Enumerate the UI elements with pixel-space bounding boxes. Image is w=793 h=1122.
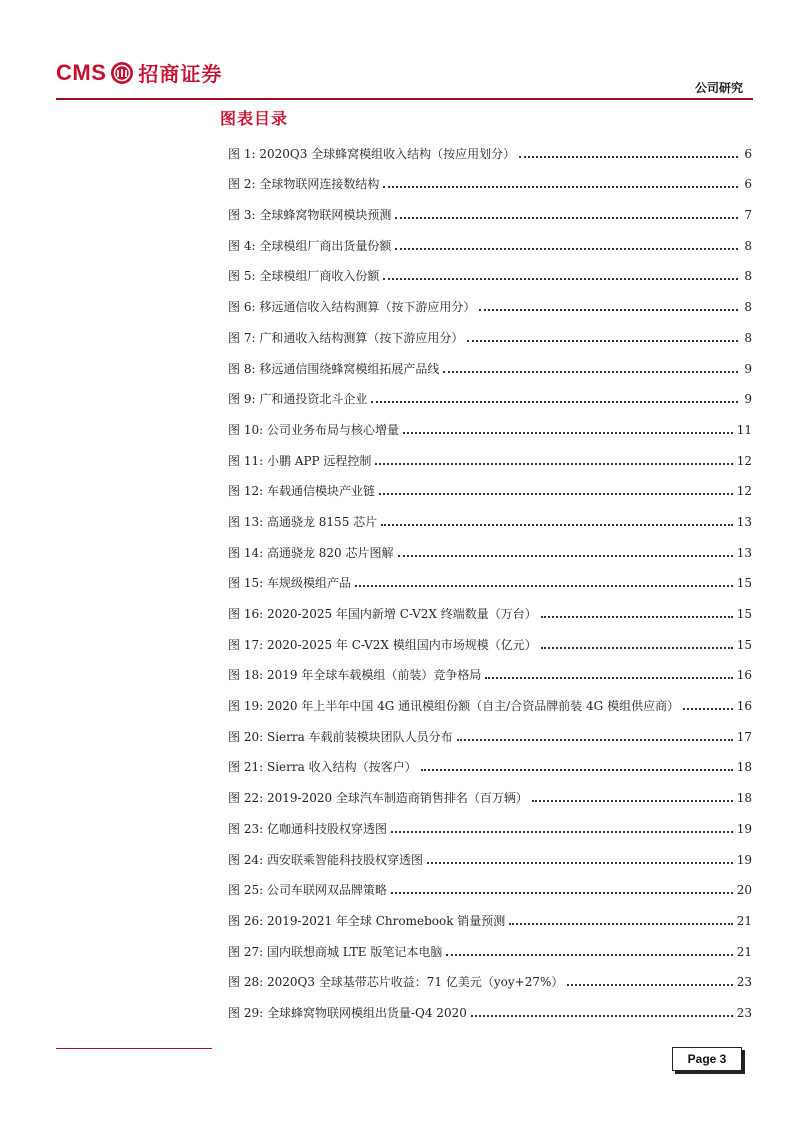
toc-entry-text: Sierra 收入结构（按客户） (266, 760, 417, 775)
toc-entry-text: 2020Q3 全球基带芯片收益：71 亿美元（yoy+27%） (266, 975, 564, 990)
toc-entry-title (228, 416, 399, 444)
toc-entry-label: 图 10: (228, 422, 264, 437)
toc-entry-label: 图 7: (228, 330, 256, 345)
toc-leader-dots (381, 524, 733, 526)
toc-entry-label: 图 29: (228, 1005, 264, 1020)
toc-leader-dots (395, 217, 738, 219)
toc-entry[interactable] (228, 321, 752, 352)
toc-leader-dots (467, 340, 738, 342)
toc-entry-title (228, 293, 475, 321)
toc-entry-text: 西安联乘智能科技股权穿透图 (266, 852, 423, 867)
toc-entry[interactable] (228, 935, 752, 966)
toc-entry-title (228, 262, 379, 290)
logo-emblem-icon (110, 61, 134, 85)
toc-entry-title (228, 170, 379, 198)
toc-entry-page: 21 (736, 913, 752, 928)
toc-entry-page: 7 (744, 208, 752, 223)
toc-entry-title (228, 477, 375, 505)
toc-entry-title (228, 661, 481, 689)
toc-entry-text: 2019-2021 年全球 Chromebook 销量预测 (266, 913, 506, 928)
toc-entry-label: 图 28: (228, 975, 264, 990)
toc-entry-page: 21 (736, 944, 752, 959)
toc-entry-title (228, 355, 439, 383)
toc-leader-dots (541, 616, 733, 618)
toc-entry-text: 车规级模组产品 (266, 576, 351, 591)
toc-entry-page: 8 (744, 238, 752, 253)
toc-entry-label: 图 15: (228, 576, 264, 591)
toc-entry-page: 12 (736, 484, 752, 499)
toc-entry[interactable] (228, 659, 752, 690)
toc-entry[interactable] (228, 751, 752, 782)
toc-leader-dots (383, 278, 738, 280)
toc-leader-dots (383, 186, 738, 188)
toc-entry[interactable] (228, 812, 752, 843)
toc-leader-dots (532, 800, 733, 802)
toc-entry-page: 9 (744, 361, 752, 376)
toc-entry-title (228, 876, 387, 904)
toc-entry[interactable] (228, 505, 752, 536)
toc-entry-label: 图 13: (228, 514, 264, 529)
toc-entry-text: 公司业务布局与核心增量 (266, 422, 399, 437)
footer-divider (56, 1048, 212, 1049)
toc-entry-label: 图 24: (228, 852, 264, 867)
toc-entry-text: 移远通信收入结构测算（按下游应用分） (259, 300, 476, 315)
toc-entry-page: 18 (736, 791, 752, 806)
toc-leader-dots (379, 493, 733, 495)
toc-entry-title (228, 539, 394, 567)
toc-entry-title (228, 846, 423, 874)
toc-entry-text: 广和通收入结构测算（按下游应用分） (259, 330, 464, 345)
toc-entry-label: 图 9: (228, 392, 256, 407)
toc-entry-title (228, 815, 387, 843)
toc-entry[interactable] (228, 567, 752, 598)
toc-entry[interactable] (228, 413, 752, 444)
toc-leader-dots (427, 862, 733, 864)
toc-entry-label: 图 2: (228, 177, 256, 192)
toc-entry-title (228, 140, 515, 168)
toc-entry[interactable] (228, 781, 752, 812)
toc-entry[interactable] (228, 229, 752, 260)
toc-entry-title (228, 631, 537, 659)
company-logo (56, 58, 222, 87)
toc-entry-text: 全球模组厂商收入份额 (259, 269, 380, 284)
toc-entry-page: 16 (736, 699, 752, 714)
toc-entry-page: 13 (736, 514, 752, 529)
toc-entry-label: 图 23: (228, 821, 264, 836)
toc-entry-page: 17 (736, 729, 752, 744)
toc-leader-dots (403, 432, 733, 434)
toc-leader-dots (446, 954, 732, 956)
toc-leader-dots (391, 831, 733, 833)
toc-entry-text: 全球蜂窝物联网模组出货量-Q4 2020 (266, 1005, 467, 1020)
toc-entry-label: 图 19: (228, 699, 264, 714)
toc-entry-page: 16 (736, 668, 752, 683)
toc-entry-label: 图 12: (228, 484, 264, 499)
toc-entry[interactable] (228, 290, 752, 321)
toc-entry-text: 高通骁龙 8155 芯片 (266, 514, 378, 529)
toc-leader-dots (519, 156, 738, 158)
toc-entry-page: 19 (736, 821, 752, 836)
toc-leader-dots (567, 984, 732, 986)
toc-entry-page: 8 (744, 300, 752, 315)
toc-leader-dots (683, 708, 733, 710)
toc-entry-text: 全球物联网连接数结构 (259, 177, 380, 192)
toc-entry-label: 图 1: (228, 146, 256, 161)
toc-entry-label: 图 11: (228, 453, 264, 468)
toc-entry[interactable] (228, 444, 752, 475)
toc-entry[interactable] (228, 843, 752, 874)
toc-entry-text: 全球模组厂商出货量份额 (259, 238, 392, 253)
toc-leader-dots (371, 401, 738, 403)
toc-leader-dots (509, 923, 732, 925)
toc-entry-text: 2020-2025 年 C-V2X 模组国内市场规模（亿元） (266, 637, 537, 652)
toc-entry[interactable] (228, 874, 752, 905)
toc-entry-text: 高通骁龙 820 芯片图解 (266, 545, 394, 560)
toc-entry-text: 2019-2020 全球汽车制造商销售排名（百万辆） (266, 791, 528, 806)
toc-entry-page: 13 (736, 545, 752, 560)
toc-entry-page: 18 (736, 760, 752, 775)
toc-entry-title (228, 232, 391, 260)
toc-entry-label: 图 4: (228, 238, 256, 253)
toc-entry-label: 图 5: (228, 269, 256, 284)
toc-entry-label: 图 27: (228, 944, 264, 959)
toc-leader-dots (479, 309, 738, 311)
toc-entry[interactable] (228, 475, 752, 506)
toc-entry-text: 亿咖通科技股权穿透图 (266, 821, 387, 836)
toc-entry-title (228, 692, 679, 720)
logo-cms-text: CMS (56, 59, 107, 85)
toc-leader-dots (471, 1015, 733, 1017)
table-of-figures (228, 137, 752, 1027)
toc-entry-page: 15 (736, 576, 752, 591)
toc-leader-dots (541, 647, 733, 649)
toc-entry-title (228, 938, 442, 966)
toc-entry-text: 公司车联网双品牌策略 (266, 883, 387, 898)
toc-entry[interactable] (228, 383, 752, 414)
toc-entry-text: 2020Q3 全球蜂窝模组收入结构（按应用划分） (259, 146, 516, 161)
toc-entry-text: 移远通信围绕蜂窝模组拓展产品线 (259, 361, 440, 376)
toc-entry-label: 图 3: (228, 208, 256, 223)
toc-entry-title (228, 784, 528, 812)
toc-entry-title (228, 508, 377, 536)
toc-entry[interactable] (228, 352, 752, 383)
header-divider (56, 98, 753, 100)
toc-entry-label: 图 22: (228, 791, 264, 806)
toc-entry-text: 国内联想商城 LTE 版笔记本电脑 (266, 944, 443, 959)
toc-entry-page: 23 (736, 975, 752, 990)
toc-entry-page: 11 (736, 422, 752, 437)
toc-entry[interactable] (228, 168, 752, 199)
toc-entry-label: 图 17: (228, 637, 264, 652)
toc-entry-page: 9 (744, 392, 752, 407)
toc-entry-text: 2020 年上半年中国 4G 通讯模组份额（自主/合资品牌前装 4G 模组供应商） (266, 699, 680, 714)
page-number-badge: Page 3 (672, 1047, 742, 1071)
toc-leader-dots (457, 739, 733, 741)
toc-entry-text: 广和通投资北斗企业 (259, 392, 368, 407)
toc-entry[interactable] (228, 628, 752, 659)
toc-entry-page: 6 (744, 177, 752, 192)
toc-leader-dots (375, 463, 732, 465)
toc-entry[interactable] (228, 966, 752, 997)
toc-entry-title (228, 385, 367, 413)
toc-entry-title (228, 968, 563, 996)
toc-entry-label: 图 14: (228, 545, 264, 560)
toc-entry-page: 8 (744, 269, 752, 284)
toc-entry-label: 图 21: (228, 760, 264, 775)
toc-entry[interactable] (228, 996, 752, 1027)
toc-leader-dots (355, 585, 733, 587)
toc-entry-page: 8 (744, 330, 752, 345)
toc-entry[interactable] (228, 536, 752, 567)
toc-entry-text: Sierra 车载前装模块团队人员分布 (266, 729, 453, 744)
toc-entry-title (228, 999, 467, 1027)
toc-leader-dots (443, 371, 738, 373)
toc-entry-label: 图 26: (228, 913, 264, 928)
toc-entry-page: 6 (744, 146, 752, 161)
toc-entry-page: 23 (736, 1005, 752, 1020)
toc-entry-text: 小鹏 APP 远程控制 (266, 453, 372, 468)
toc-leader-dots (395, 248, 738, 250)
toc-entry-title (228, 907, 505, 935)
report-type-label: 公司研究 (694, 81, 743, 95)
toc-entry-page: 15 (736, 637, 752, 652)
toc-entry-label: 图 6: (228, 300, 256, 315)
toc-entry-title (228, 324, 463, 352)
toc-entry-title (228, 569, 351, 597)
toc-entry[interactable] (228, 137, 752, 168)
toc-entry[interactable] (228, 198, 752, 229)
toc-entry[interactable] (228, 260, 752, 291)
toc-entry-label: 图 8: (228, 361, 256, 376)
toc-entry[interactable] (228, 597, 752, 628)
toc-entry-text: 2019 年全球车载模组（前装）竞争格局 (266, 668, 482, 683)
toc-entry-text: 车载通信模块产业链 (266, 484, 375, 499)
toc-entry-title (228, 600, 537, 628)
toc-entry-label: 图 18: (228, 668, 264, 683)
toc-entry-label: 图 25: (228, 883, 264, 898)
toc-entry-title (228, 201, 391, 229)
toc-leader-dots (391, 892, 733, 894)
logo-cn-text: 招商证券 (138, 62, 223, 86)
toc-entry-label: 图 20: (228, 729, 264, 744)
toc-entry-page: 12 (736, 453, 752, 468)
toc-entry-page: 19 (736, 852, 752, 867)
toc-entry-page: 20 (736, 883, 752, 898)
toc-entry-title (228, 723, 453, 751)
toc-leader-dots (398, 555, 733, 557)
toc-entry[interactable] (228, 904, 752, 935)
toc-leader-dots (421, 769, 733, 771)
toc-entry-title (228, 447, 371, 475)
toc-entry[interactable] (228, 689, 752, 720)
toc-entry-page: 15 (736, 607, 752, 621)
toc-entry-title (228, 753, 417, 781)
toc-entry-text: 2020-2025 年国内新增 C-V2X 终端数量（万台） (266, 607, 537, 621)
toc-entry-label: 图 16: (228, 607, 264, 621)
toc-entry-text: 全球蜂窝物联网模块预测 (259, 208, 392, 223)
toc-leader-dots (485, 677, 732, 679)
toc-entry[interactable] (228, 720, 752, 751)
toc-title: 图表目录 (220, 109, 289, 128)
